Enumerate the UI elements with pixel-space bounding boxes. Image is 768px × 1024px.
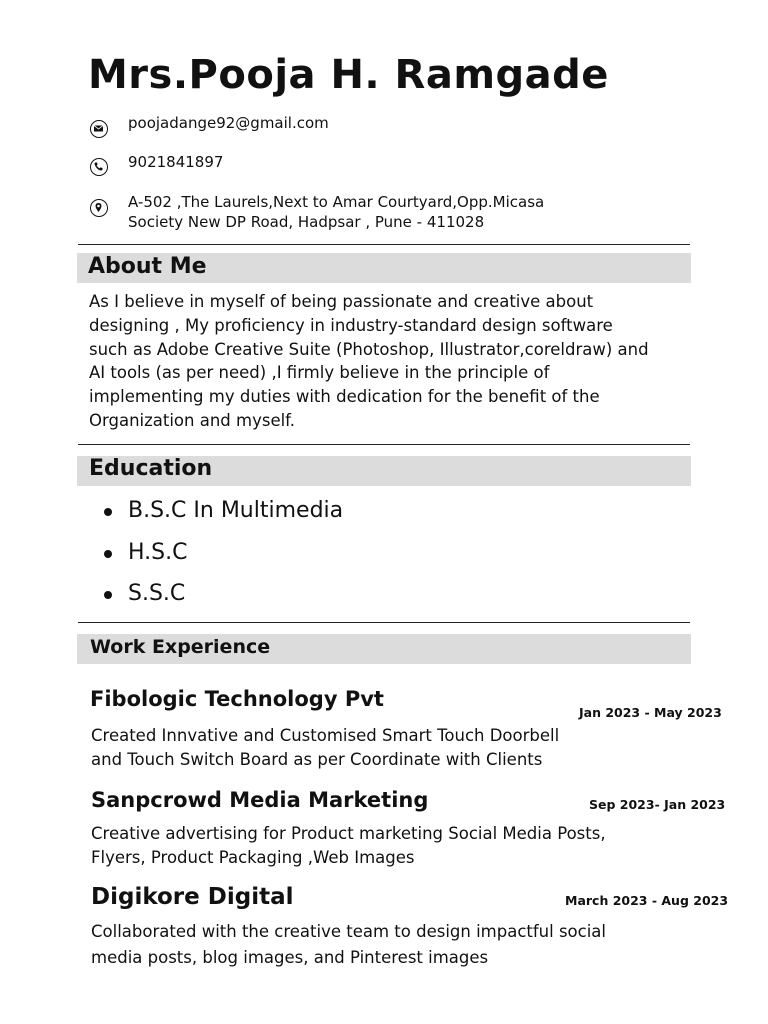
bullet-icon [104,508,112,516]
phone-text: 9021841897 [128,153,224,171]
bullet-icon [104,550,112,558]
section-title-about: About Me [88,254,207,279]
list-item [104,537,343,579]
address-line-1: A-502 ,The Laurels,Next to Amar Courtyard,Opp.Micasa [128,193,545,211]
candidate-name: Mrs.Pooja H. Ramgade [88,52,609,98]
education-item: H.S.C [128,539,188,565]
job-dates: Sep 2023- Jan 2023 [589,797,726,812]
divider [78,444,690,445]
envelope-icon [90,120,108,138]
about-line: As I believe in myself of being passionate and creative about [89,292,594,311]
phone-icon [90,158,108,176]
about-line: designing , My proficiency in industry-standard design software [89,315,613,335]
about-line: AI tools (as per need) ,I firmly believe in the principle of [89,363,550,383]
job-company: Digikore Digital [91,884,294,910]
education-item: S.S.C [128,581,186,606]
about-line: such as Adobe Creative Suite (Photoshop, Illustrator,coreldraw) and [89,339,649,359]
job-desc-line: media posts, blog images, and Pinterest images [91,948,489,967]
job-desc-line: Creative advertising for Product marketing Social Media Posts, [91,824,606,843]
job-dates: Jan 2023 - May 2023 [579,705,722,720]
list-item [104,495,343,537]
list-item [104,578,343,620]
address-line-2: Society New DP Road, Hadpsar , Pune - 411028 [128,213,485,231]
divider [78,622,690,623]
about-text [89,290,729,433]
job-description [91,724,731,772]
section-title-work: Work Experience [90,636,271,658]
divider [78,244,690,245]
section-title-education: Education [89,456,213,481]
education-item: B.S.C In Multimedia [128,498,344,523]
job-dates: March 2023 - Aug 2023 [565,893,729,908]
job-company: Fibologic Technology Pvt [90,687,384,711]
job-description [91,822,731,870]
location-pin-icon [90,199,108,217]
about-line: implementing my duties with dedication for the benefit of the [89,387,600,407]
job-desc-line: Flyers, Product Packaging ,Web Images [91,848,415,867]
job-company: Sanpcrowd Media Marketing [91,788,429,812]
job-description [91,919,731,971]
job-desc-line: Collaborated with the creative team to design impactful social [91,922,607,941]
email-text: poojadange92@gmail.com [128,114,329,132]
job-desc-line: and Touch Switch Board as per Coordinate with Clients [91,750,543,769]
about-line: Organization and myself. [89,410,296,430]
bullet-icon [104,591,112,599]
job-desc-line: Created Innvative and Customised Smart Touch Doorbell [91,726,560,745]
education-list [104,495,343,620]
